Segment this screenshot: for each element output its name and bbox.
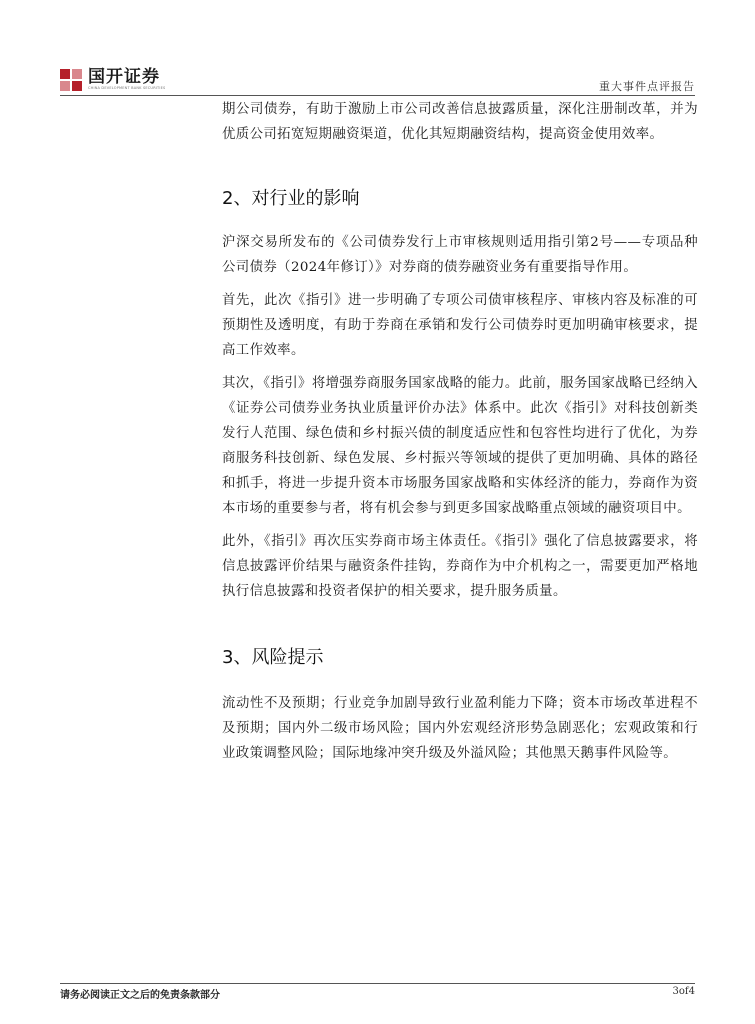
main-content xyxy=(222,97,698,766)
section2-paragraph-1: 沪深交易所发布的《公司债券发行上市审核规则适用指引第2号——专项品种公司债券（2024年修订）》对券商的债券融资业务有重要指导作用。 xyxy=(222,235,698,275)
section2-paragraph-2: 首先，此次《指引》进一步明确了专项公司债审核程序、审核内容及标准的可预期性及透明度，有助于券商在承销和发行公司债券时更加明确审核要求，提高工作效率。 xyxy=(222,293,698,358)
page-number: 3of4 xyxy=(672,986,695,997)
logo-mark-icon xyxy=(60,69,82,91)
logo-name: 国开证券 xyxy=(88,67,160,87)
section2-heading: 2、对行业的影响 xyxy=(222,188,360,209)
footer-divider xyxy=(60,983,695,984)
report-type: 重大事件点评报告 xyxy=(599,80,695,93)
section2-paragraph-4: 此外，《指引》再次压实券商市场主体责任。《指引》强化了信息披露要求，将信息披露评价结果与融资条件挂钩，券商作为中介机构之一，需要更加严格地执行信息披露和投资者保护的相关要求，提升服务质量。 xyxy=(222,534,698,599)
paragraph-continued: 期公司债券，有助于激励上市公司改善信息披露质量，深化注册制改革，并为优质公司拓宽短期融资渠道，优化其短期融资结构，提高资金使用效率。 xyxy=(222,102,698,142)
logo-subtitle: CHINA DEVELOPMENT BANK SECURITIES xyxy=(88,86,166,90)
page-header xyxy=(60,62,695,96)
company-logo xyxy=(60,68,165,91)
section2-paragraph-3: 其次，《指引》将增强券商服务国家战略的能力。此前，服务国家战略已经纳入《证券公司债券业务执业质量评价办法》体系中。此次《指引》对科技创新类发行人范围、绿色债和乡村振兴债的制度适应性和包容性均进行了优化，为券商服务科技创新、绿色发展、乡村振兴等领域的提供了更加明确、具体的路径和抓手，将进一步提升资本市场服务国家战略和实体经济的能力，券商作为资本市场的重要参与者，将有机会参与到更多国家战略重点领域的融资项目中。 xyxy=(222,376,698,516)
section3-heading: 3、风险提示 xyxy=(222,647,324,668)
section3-paragraph-1: 流动性不及预期；行业竞争加剧导致行业盈利能力下降；资本市场改革进程不及预期；国内外二级市场风险；国内外宏观经济形势急剧恶化；宏观政策和行业政策调整风险；国际地缘冲突升级及外溢风险；其他黑天鹅事件风险等。 xyxy=(222,696,698,761)
footer-disclaimer: 请务必阅读正文之后的免责条款部分 xyxy=(60,990,220,1001)
header-divider xyxy=(60,95,695,96)
